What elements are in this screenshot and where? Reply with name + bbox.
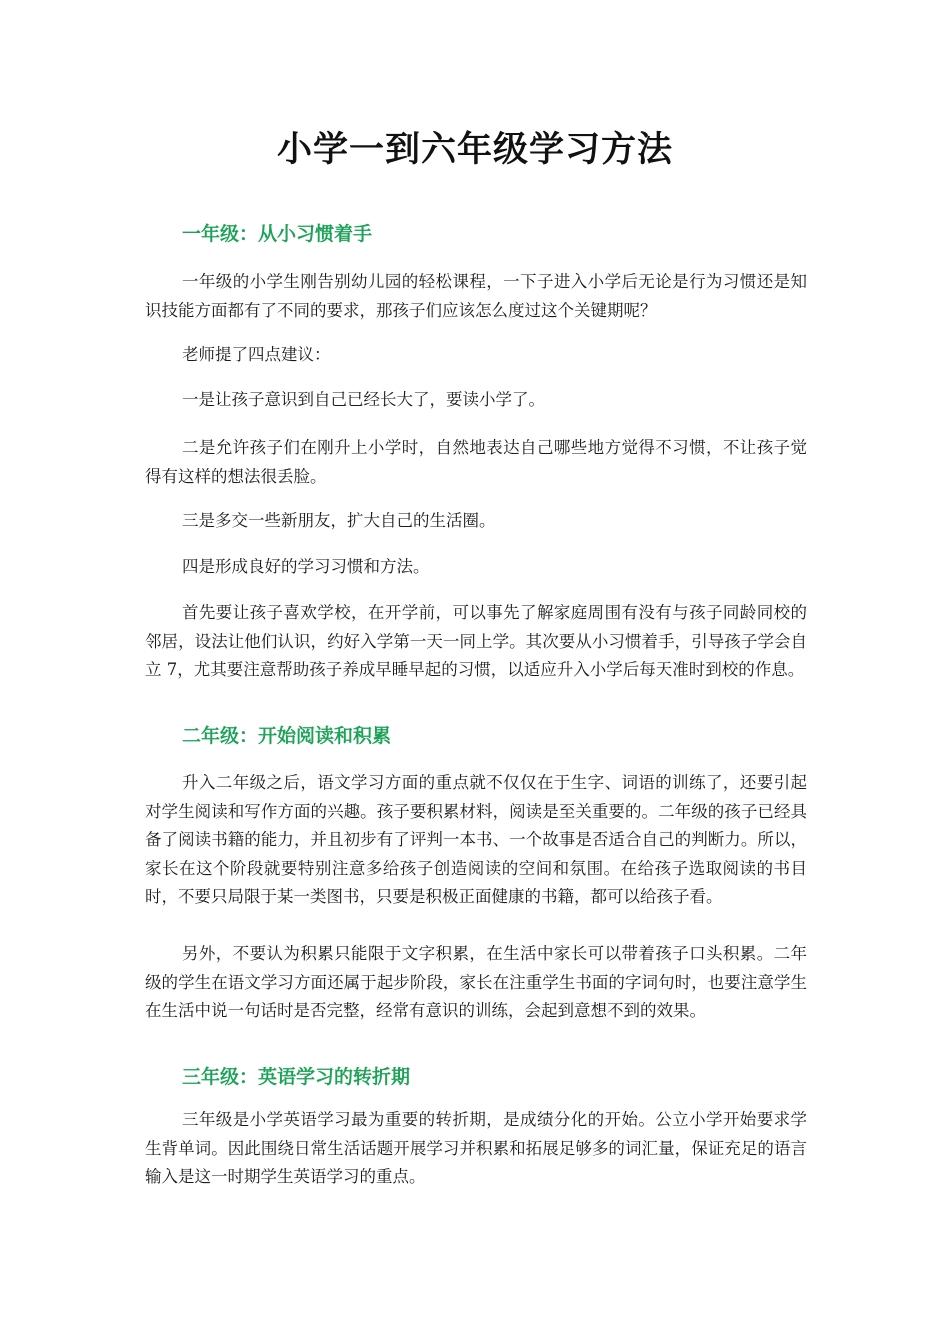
paragraph: 二是允许孩子们在刚升上小学时，自然地表达自己哪些地方觉得不习惯，不让孩子觉得有这样的想法很丢脸。 — [145, 438, 807, 486]
paragraph: 三年级是小学英语学习最为重要的转折期，是成绩分化的开始。公立小学开始要求学生背单词。因此围绕日常生活话题开展学习并积累和拓展足够多的词汇量，保证充足的语言输入是这一时期学生英语学习的重点。 — [145, 1110, 807, 1186]
paragraph: 三是多交一些新朋友，扩大自己的生活圈。 — [182, 511, 496, 530]
section-heading-grade-3: 三年级：英语学习的转折期 — [182, 1066, 411, 1088]
section-heading-grade-1: 一年级：从小习惯着手 — [182, 223, 373, 245]
paragraph: 一是让孩子意识到自己已经长大了，要读小学了。 — [182, 390, 545, 409]
section-heading-grade-2: 二年级：开始阅读和积累 — [182, 725, 392, 747]
paragraph: 另外，不要认为积累只能限于文字积累，在生活中家长可以带着孩子口头积累。二年级的学生在语文学习方面还属于起步阶段，家长在注重学生书面的字词句时，也要注意学生在生活中说一句话时是否完整，经常有意识的训练，会起到意想不到的效果。 — [145, 944, 807, 1020]
paragraph: 老师提了四点建议： — [182, 345, 331, 364]
paragraph: 四是形成良好的学习习惯和方法。 — [182, 557, 430, 576]
paragraph: 首先要让孩子喜欢学校，在开学前，可以事先了解家庭周围有没有与孩子同龄同校的邻居，设法让他们认识，约好入学第一天一同上学。其次要从小习惯着手，引导孩子学会自立 7，尤其要注意帮助孩子养成早睡早起的习惯，以适应升入小学后每天准时到校的作息。 — [145, 603, 807, 679]
document-title: 小学一到六年级学习方法 — [276, 130, 673, 170]
paragraph: 升入二年级之后，语文学习方面的重点就不仅仅在于生字、词语的训练了，还要引起对学生阅读和写作方面的兴趣。孩子要积累材料，阅读是至关重要的。二年级的孩子已经具备了阅读书籍的能力，并且初步有了评判一本书、一个故事是否适合自己的判断力。所以，家长在这个阶段就要特别注意多给孩子创造阅读的空间和氛围。在给孩子选取阅读的书目时，不要只局限于某一类图书，只要是积极正面健康的书籍，都可以给孩子看。 — [145, 773, 807, 906]
paragraph: 一年级的小学生刚告别幼儿园的轻松课程，一下子进入小学后无论是行为习惯还是知识技能方面都有了不同的要求，那孩子们应该怎么度过这个关键期呢？ — [145, 272, 807, 320]
